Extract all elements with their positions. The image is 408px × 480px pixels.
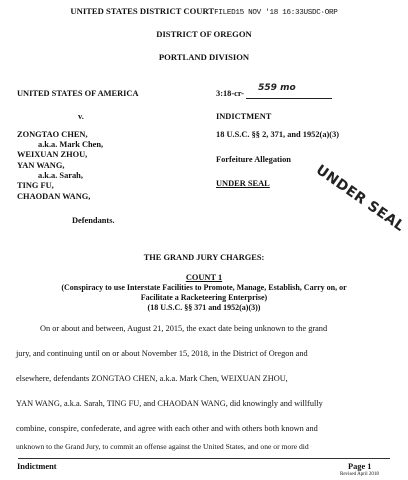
body-line: combine, conspire, confederate, and agree with each other and with others both known and xyxy=(16,424,318,433)
defendant-line: YAN WANG, xyxy=(17,161,65,170)
body-line: YAN WANG, a.k.a. Sarah, TING FU, and CHAODAN WANG, did knowingly and willfully xyxy=(16,399,323,408)
defendants-label: Defendants. xyxy=(72,216,115,225)
case-number-handwritten: 559 mo xyxy=(258,83,296,93)
body-line: unknown to the Grand Jury, to commit an offense against the United States, and one or more did xyxy=(16,442,309,451)
footer-rule xyxy=(18,458,390,459)
statutes-cited: 18 U.S.C. §§ 2, 371, and 1952(a)(3) xyxy=(216,130,340,139)
division-name: PORTLAND DIVISION xyxy=(158,52,250,62)
body-line: elsewhere, defendants ZONGTAO CHEN, a.k.a. Mark Chen, WEIXUAN ZHOU, xyxy=(16,374,288,383)
case-number xyxy=(216,83,332,99)
versus-label: v. xyxy=(78,112,84,121)
plaintiff-name: UNITED STATES OF AMERICA xyxy=(17,89,139,98)
defendant-line: ZONGTAO CHEN, xyxy=(17,130,88,139)
defendant-line: CHAODAN WANG, xyxy=(17,192,91,201)
forfeiture-allegation: Forfeiture Allegation xyxy=(216,155,291,164)
case-number-prefix: 3:18-cr- xyxy=(216,89,245,98)
defendant-line: a.k.a. Sarah, xyxy=(38,171,83,180)
footer-page-number: Page 1 xyxy=(348,462,372,471)
defendant-line: TING FU, xyxy=(17,181,54,190)
under-seal-label: UNDER SEAL xyxy=(216,179,270,188)
body-line: On or about and between, August 21, 2015, the exact date being unknown to the grand xyxy=(40,324,328,333)
count-title: COUNT 1 xyxy=(185,273,223,282)
footer-revised: Revised April 2018 xyxy=(340,472,379,477)
court-name: UNITED STATES DISTRICT COURT xyxy=(70,6,215,16)
court-header xyxy=(0,6,408,17)
filed-stamp: FILED15 NOV '18 16:33USDC·ORP xyxy=(214,9,338,17)
charges-heading: THE GRAND JURY CHARGES: xyxy=(143,253,265,262)
defendant-line: WEIXUAN ZHOU, xyxy=(17,150,88,159)
count-subtitle: Facilitate a Racketeering Enterprise) xyxy=(140,293,268,302)
case-number-blank xyxy=(246,83,332,99)
defendant-line: a.k.a. Mark Chen, xyxy=(38,140,104,149)
footer-document-name: Indictment xyxy=(17,462,57,471)
count-subtitle: (18 U.S.C. §§ 371 and 1952(a)(3)) xyxy=(147,303,261,312)
document-type: INDICTMENT xyxy=(216,112,272,121)
count-subtitle: (Conspiracy to use Interstate Facilities to Promote, Manage, Establish, Carry on, or xyxy=(61,283,347,292)
under-seal-stamp: UNDER SEAL xyxy=(312,162,408,235)
district-name: DISTRICT OF OREGON xyxy=(156,29,252,39)
body-line: jury, and continuing until on or about November 15, 2018, in the District of Oregon and xyxy=(16,349,308,358)
